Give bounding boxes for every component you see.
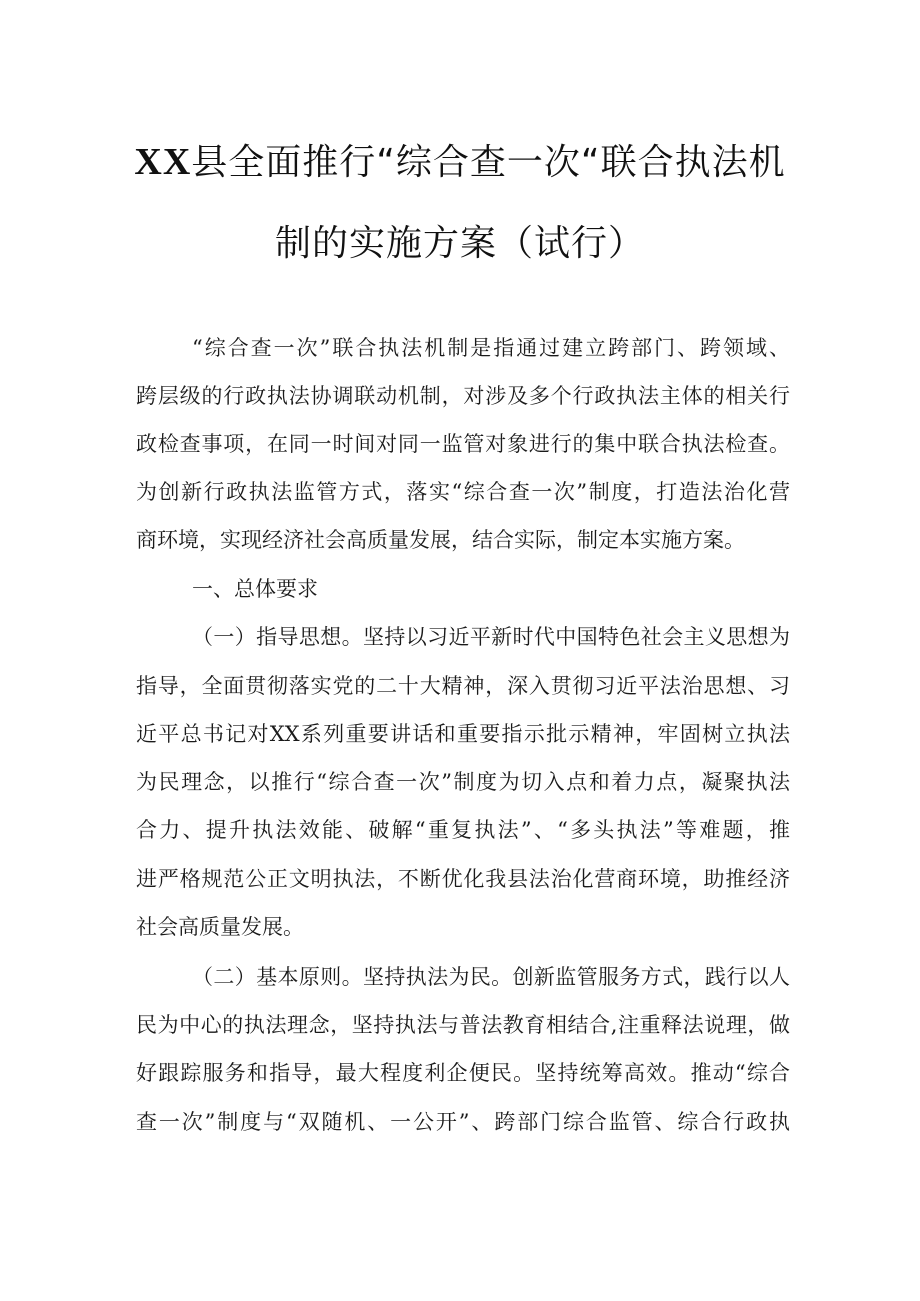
principles-line: 好跟踪服务和指导，最大程度利企便民。坚持统筹高效。推动“综合 bbox=[136, 1061, 790, 1085]
document-title-line-1 bbox=[120, 140, 800, 185]
guiding-line: 近平总书记对XX系列重要讲话和重要指示批示精神，牢固树立执法 bbox=[136, 722, 790, 746]
guiding-line: 合力、提升执法效能、破解“重复执法”、“多头执法”等难题，推 bbox=[136, 818, 790, 842]
principles-line: （二）基本原则。坚持执法为民。创新监管服务方式，践行以人 bbox=[192, 965, 790, 989]
principles-line: 民为中心的执法理念，坚持执法与普法教育相结合,注重释法说理，做 bbox=[136, 1013, 790, 1037]
title-county-code: XX bbox=[134, 141, 192, 183]
intro-line: 为创新行政执法监管方式，落实“综合查一次”制度，打造法治化营 bbox=[136, 480, 790, 504]
intro-line: 商环境，实现经济社会高质量发展，结合实际，制定本实施方案。 bbox=[136, 528, 745, 552]
document-title-line-2: 制的实施方案（试行） bbox=[274, 223, 645, 264]
principles-line: 查一次”制度与“双随机、一公开”、跨部门综合监管、综合行政执 bbox=[136, 1110, 790, 1134]
guiding-line: （一）指导思想。坚持以习近平新时代中国特色社会主义思想为 bbox=[192, 625, 790, 649]
guiding-line: 为民理念，以推行“综合查一次”制度为切入点和着力点，凝聚执法 bbox=[136, 770, 790, 794]
intro-line: 跨层级的行政执法协调联动机制，对涉及多个行政执法主体的相关行 bbox=[136, 384, 790, 408]
guiding-line: 进严格规范公正文明执法，不断优化我县法治化营商环境，助推经济 bbox=[136, 867, 790, 891]
title-text-1: 县全面推行“综合查一次“联合执法机 bbox=[191, 142, 786, 183]
guiding-line: 社会高质量发展。 bbox=[136, 915, 304, 939]
section-heading: 一、总体要求 bbox=[192, 577, 318, 601]
intro-line: “综合查一次”联合执法机制是指通过建立跨部门、跨领域、 bbox=[192, 336, 790, 360]
guiding-line: 指导，全面贯彻落实党的二十大精神，深入贯彻习近平法治思想、习 bbox=[136, 674, 790, 698]
intro-line: 政检查事项，在同一时间对同一监管对象进行的集中联合执法检查。 bbox=[136, 432, 790, 456]
